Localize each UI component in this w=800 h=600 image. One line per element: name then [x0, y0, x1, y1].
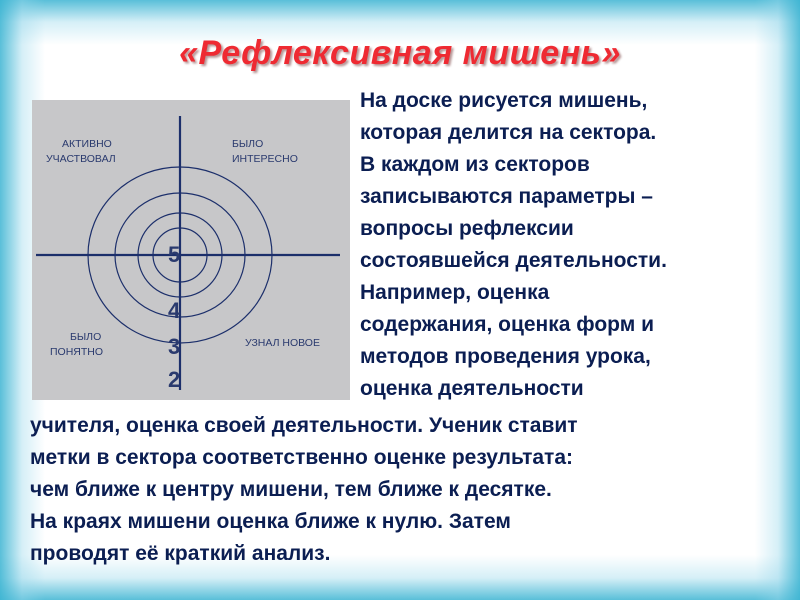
text-line: содержания, оценка форм и [360, 313, 655, 336]
reflexive-target-diagram [32, 100, 350, 400]
scale-number-5: 5 [168, 242, 181, 267]
description-paragraph-bottom [30, 410, 780, 570]
text-line: В каждом из секторов [360, 153, 590, 176]
target-svg [32, 100, 350, 400]
sector-label-bottom-right: УЗНАЛ НОВОЕ [245, 337, 320, 349]
slide-title: «Рефлексивная мишень» [179, 34, 621, 72]
sector-label-top-right-1: БЫЛО [232, 138, 264, 150]
text-line: вопросы рефлексии [360, 217, 574, 240]
text-line: которая делится на сектора. [360, 121, 657, 144]
text-line: методов проведения урока, [360, 345, 651, 368]
text-line: состоявшейся деятельности. [360, 249, 667, 272]
sector-label-top-right-2: ИНТЕРЕСНО [232, 153, 298, 165]
sector-label-top-left-2: УЧАСТВОВАЛ [46, 153, 116, 165]
text-line: оценка деятельности [360, 377, 584, 400]
scale-number-2: 2 [168, 367, 181, 392]
sector-label-bottom-left-1: БЫЛО [70, 331, 102, 343]
description-paragraph-right [360, 85, 780, 405]
text-line: метки в сектора соответственно оценке результата: [30, 446, 573, 469]
text-line: Например, оценка [360, 281, 550, 304]
text-line: На краях мишени оценка ближе к нулю. Затем [30, 510, 511, 533]
scale-number-4: 4 [168, 298, 181, 323]
text-line: учителя, оценка своей деятельности. Ученик ставит [30, 414, 578, 437]
text-line: записываются параметры – [360, 185, 653, 208]
sector-label-bottom-left-2: ПОНЯТНО [50, 346, 104, 358]
text-line: На доске рисуется мишень, [360, 89, 648, 112]
sector-label-top-left-1: АКТИВНО [62, 138, 112, 150]
scale-number-3: 3 [168, 334, 181, 359]
text-line: чем ближе к центру мишени, тем ближе к десятке. [30, 478, 552, 501]
text-line: проводят её краткий анализ. [30, 542, 331, 565]
